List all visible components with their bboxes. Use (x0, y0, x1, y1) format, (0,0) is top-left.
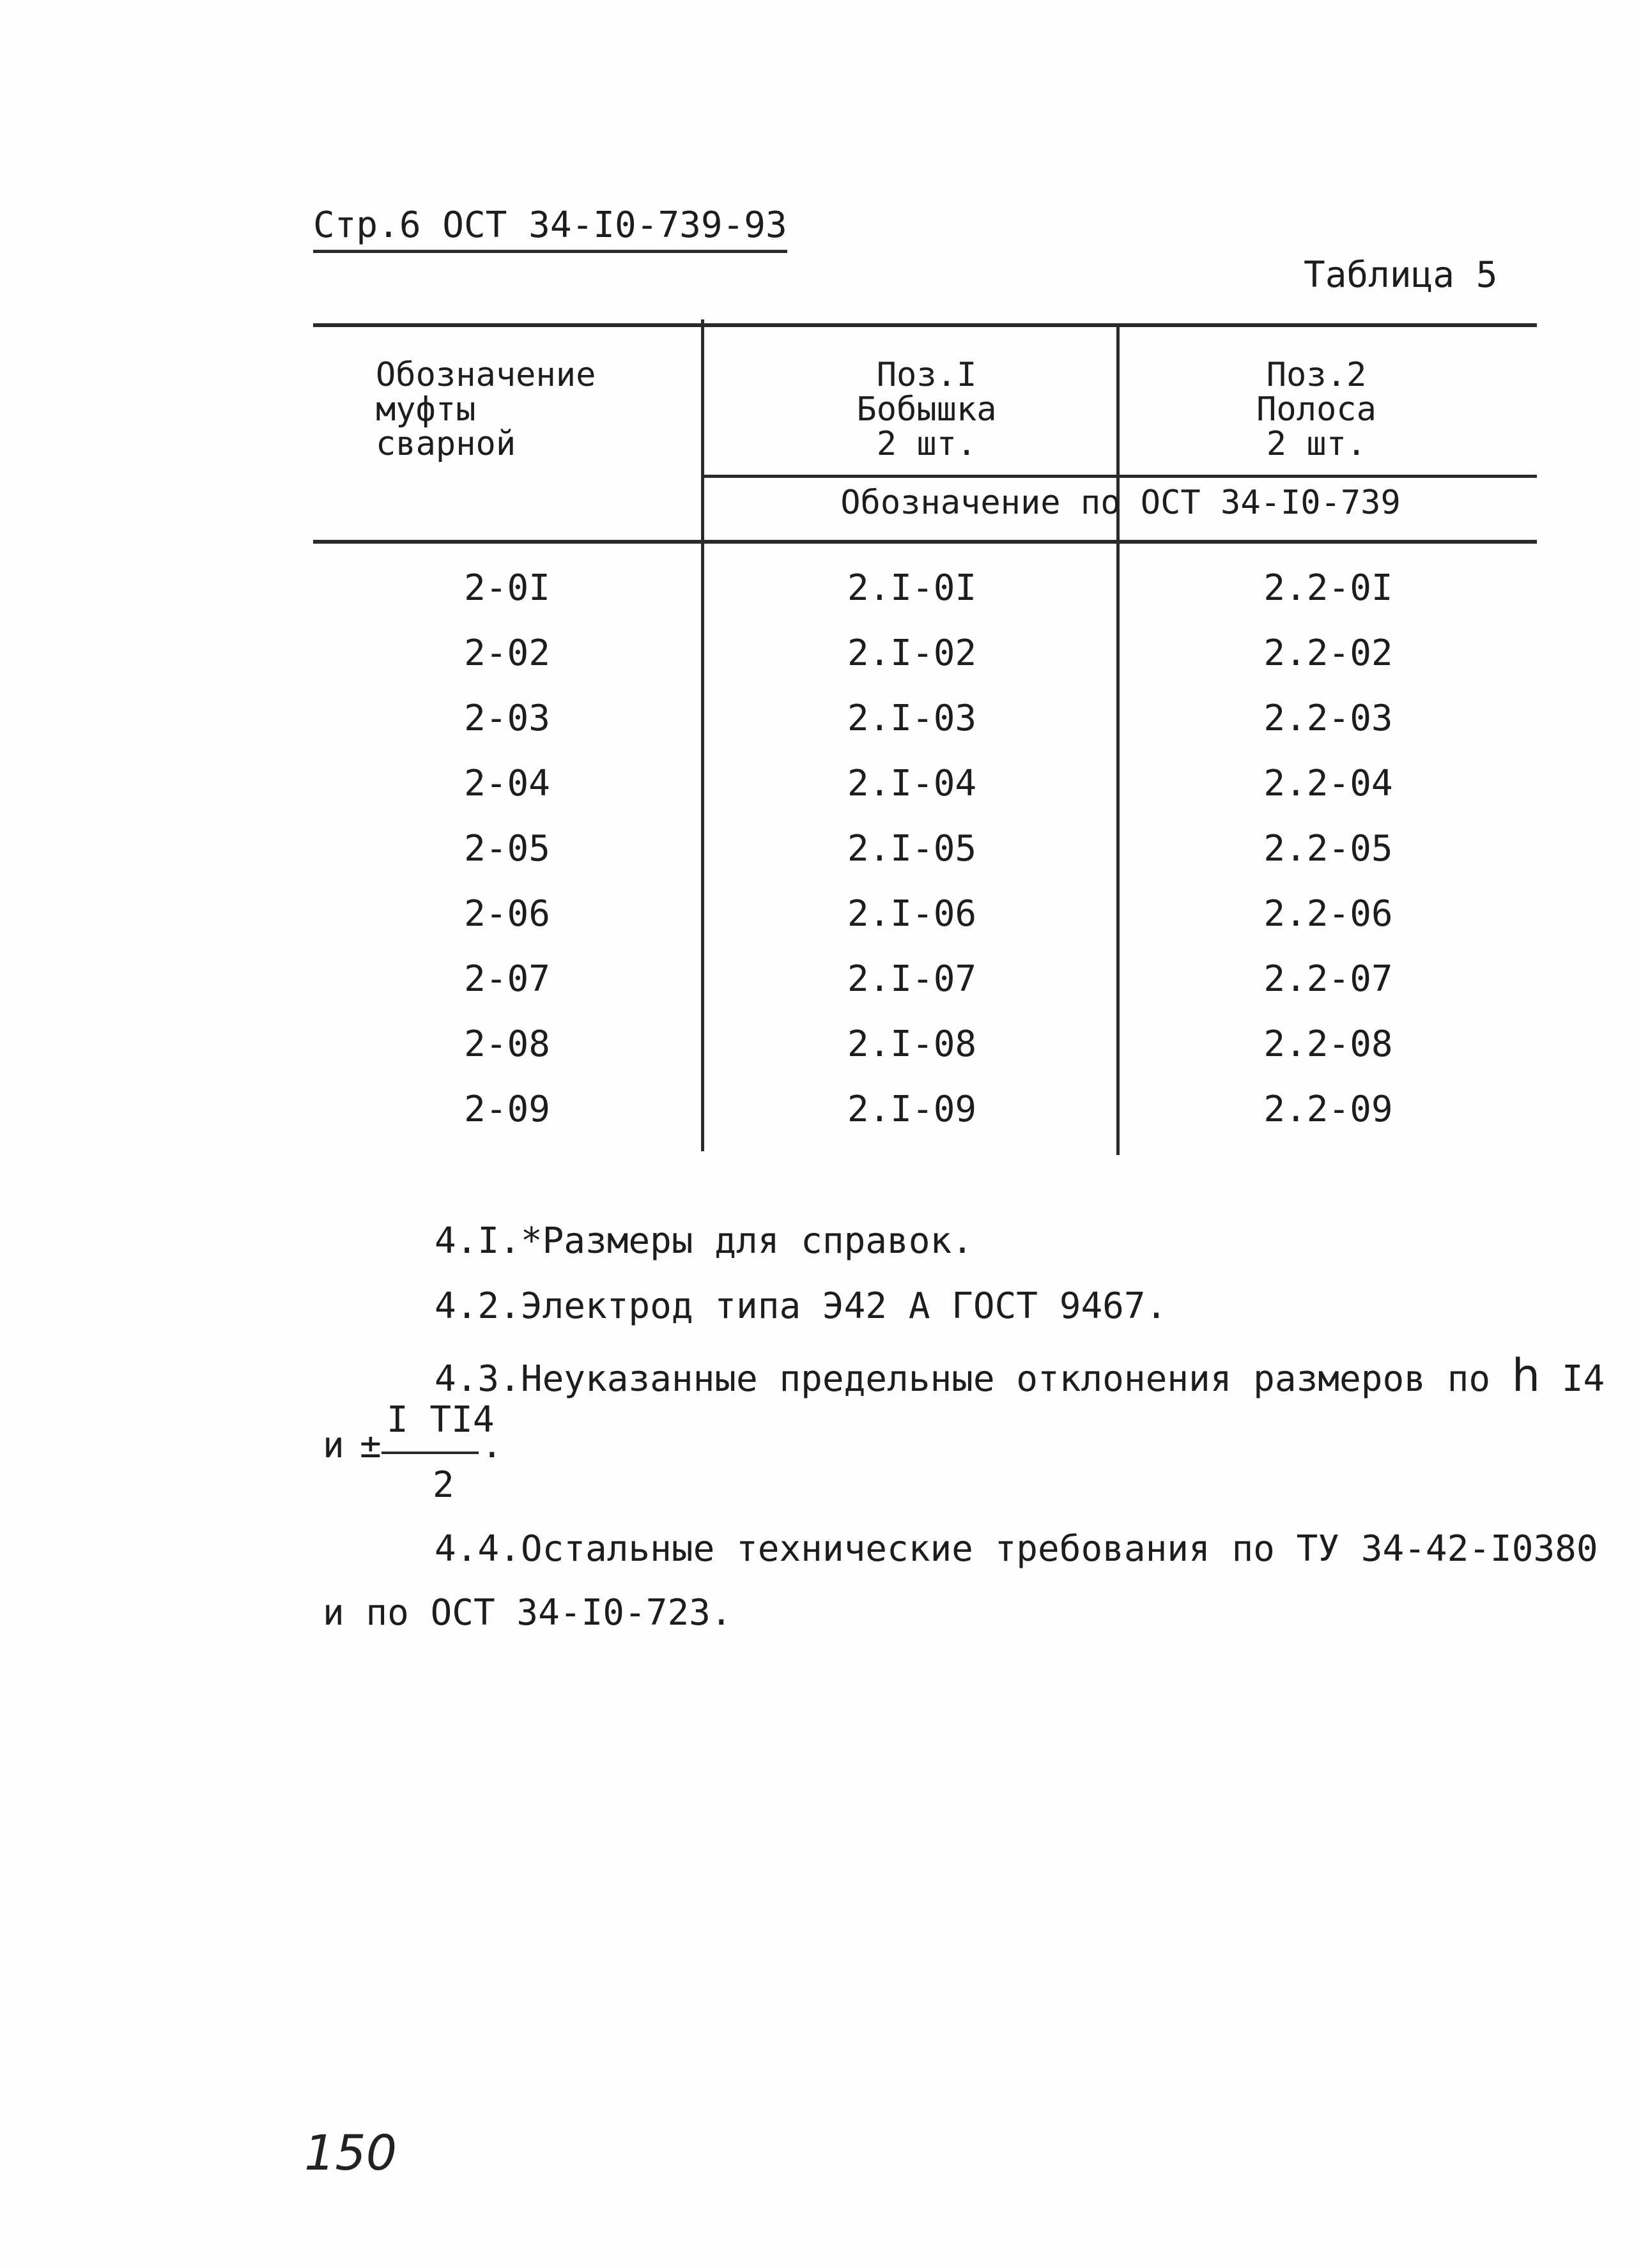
table-span-rule (703, 475, 1537, 478)
table-row (313, 698, 1537, 763)
page-header: Стр.6 ОСТ 34-I0-739-93 (313, 204, 787, 253)
note-4-3 (435, 1349, 1605, 1402)
cell-coupling-designation: 2-05 (464, 828, 550, 870)
table-top-rule (313, 323, 1537, 327)
table-row (313, 828, 1537, 893)
note-4-4: 4.4.Остальные технические требования по ТУ 34-42-I0380 (435, 1528, 1598, 1570)
cell-pos2-strip: 2.2-09 (1263, 1089, 1393, 1130)
table-row (313, 763, 1537, 828)
cell-coupling-designation: 2-06 (464, 893, 550, 935)
table-header-bottom-rule (313, 540, 1537, 544)
column-header-designation: Обозначение муфты сварной (376, 356, 596, 463)
cell-coupling-designation: 2-03 (464, 698, 550, 739)
cell-pos1-boss: 2.I-0I (847, 567, 977, 609)
note-4-3-tail: I4 (1540, 1358, 1605, 1400)
cell-coupling-designation: 2-0I (464, 567, 550, 609)
cell-pos1-boss: 2.I-02 (847, 632, 977, 674)
cell-pos2-strip: 2.2-08 (1263, 1023, 1393, 1065)
table-row (313, 958, 1537, 1023)
cell-pos1-boss: 2.I-09 (847, 1089, 977, 1130)
page-number: 150 (304, 2124, 397, 2181)
table-row (313, 632, 1537, 698)
cell-pos2-strip: 2.2-04 (1263, 763, 1393, 804)
cell-coupling-designation: 2-04 (464, 763, 550, 804)
cell-coupling-designation: 2-09 (464, 1089, 550, 1130)
table-row (313, 1023, 1537, 1089)
span-header-designation-ost: Обозначение по ОСТ 34-I0-739 (840, 484, 1401, 522)
cell-pos2-strip: 2.2-0I (1263, 567, 1393, 609)
formula-numerator: I TI4 (387, 1399, 495, 1441)
cell-pos1-boss: 2.I-04 (847, 763, 977, 804)
note-4-1: 4.I.*Размеры для справок. (435, 1220, 973, 1262)
note-4-4-continued: и по ОСТ 34-I0-723. (323, 1592, 732, 1634)
cell-coupling-designation: 2-08 (464, 1023, 550, 1065)
table-row (313, 893, 1537, 958)
cell-pos1-boss: 2.I-03 (847, 698, 977, 739)
table-caption: Таблица 5 (1304, 254, 1498, 296)
formula-and: и (323, 1425, 344, 1466)
cell-pos2-strip: 2.2-05 (1263, 828, 1393, 870)
note-4-3-h-symbol: h (1511, 1349, 1541, 1402)
column-header-pos1: Поз.I Бобышка 2 шт. (856, 356, 997, 463)
cell-pos2-strip: 2.2-07 (1263, 958, 1393, 1000)
note-4-2: 4.2.Электрод типа Э42 А ГОСТ 9467. (435, 1285, 1168, 1327)
cell-pos2-strip: 2.2-06 (1263, 893, 1393, 935)
cell-pos1-boss: 2.I-06 (847, 893, 977, 935)
column-header-pos2: Поз.2 Полоса 2 шт. (1256, 356, 1376, 463)
cell-coupling-designation: 2-07 (464, 958, 550, 1000)
formula-plus-minus: ± (360, 1425, 382, 1466)
table-row (313, 1089, 1537, 1154)
cell-pos1-boss: 2.I-08 (847, 1023, 977, 1065)
formula-denominator: 2 (433, 1464, 454, 1506)
formula-period: . (481, 1425, 503, 1466)
cell-pos1-boss: 2.I-07 (847, 958, 977, 1000)
formula-fraction-bar (382, 1452, 479, 1454)
cell-pos1-boss: 2.I-05 (847, 828, 977, 870)
note-4-3-text: 4.3.Неуказанные предельные отклонения размеров по (435, 1358, 1512, 1400)
table-row (313, 567, 1537, 632)
cell-pos2-strip: 2.2-03 (1263, 698, 1393, 739)
cell-coupling-designation: 2-02 (464, 632, 550, 674)
cell-pos2-strip: 2.2-02 (1263, 632, 1393, 674)
